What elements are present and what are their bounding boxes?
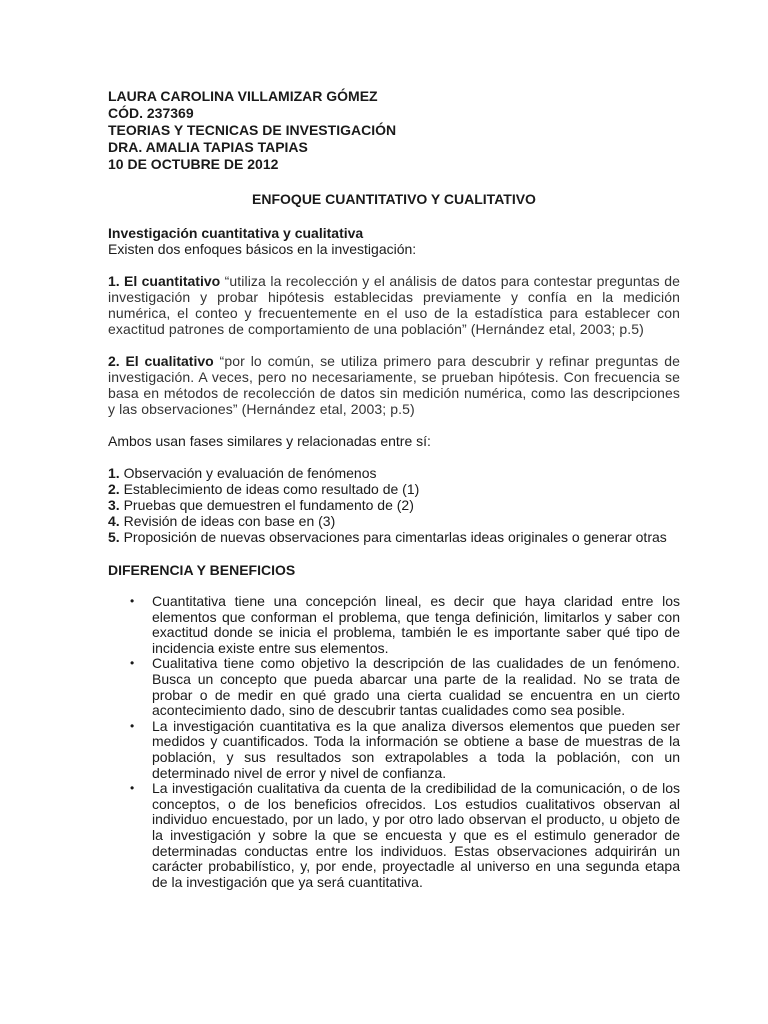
difference-item xyxy=(130,593,680,656)
intro-text: Existen dos enfoques básicos en la investigación: xyxy=(108,241,417,257)
bullet-icon: • xyxy=(130,594,135,608)
document-header xyxy=(108,88,680,173)
bullet-icon: • xyxy=(130,656,135,671)
phase-item xyxy=(108,481,680,497)
phase-number: 1. xyxy=(108,465,120,481)
phase-number: 3. xyxy=(108,497,120,513)
student-code: CÓD. 237369 xyxy=(108,105,194,121)
phase-item xyxy=(108,497,680,513)
phase-text: Pruebas que demuestren el fundamento de (2) xyxy=(119,497,414,513)
differences-list xyxy=(108,594,680,890)
phase-item xyxy=(108,529,680,545)
phase-item xyxy=(108,513,680,529)
differences-heading: DIFERENCIA Y BENEFICIOS xyxy=(108,562,296,578)
phase-number: 5. xyxy=(108,529,120,545)
approach-quote: “utiliza la recolección y el análisis de datos para contestar preguntas de investigación y probar hipótesis establecidas previamente y confía en la medición numérica, el conteo y frecuentemente en el uso de la estadística para establecer con exactitud patrones de comportamiento de una población” xyxy=(108,273,680,337)
difference-text: Cuantitativa tiene una concepción lineal, es decir que haya claridad entre los elementos que conforman el problema, que tenga definición, limitarlos y saber con exactitud donde se inicia el problema, también le es importante saber qué tipo de incidencia existe entre sus elementos. xyxy=(152,593,680,656)
approach-label: 2. El cualitativo xyxy=(108,353,214,369)
approach-citation: (Hernández etal, 2003; p.5) xyxy=(237,401,415,417)
phases-intro: Ambos usan fases similares y relacionadas entre sí: xyxy=(108,433,431,449)
document-date: 10 DE OCTUBRE DE 2012 xyxy=(108,156,279,172)
phase-text: Observación y evaluación de fenómenos xyxy=(119,465,377,481)
phase-text: Revisión de ideas con base en (3) xyxy=(119,513,336,529)
document-page xyxy=(108,88,680,890)
difference-item xyxy=(130,655,680,719)
phase-number: 2. xyxy=(108,481,120,497)
author-name: LAURA CAROLINA VILLAMIZAR GÓMEZ xyxy=(108,88,378,104)
difference-item xyxy=(130,717,680,781)
phases-list xyxy=(108,465,680,545)
approach-qualitative xyxy=(108,353,680,417)
approach-quantitative xyxy=(108,273,680,337)
intro-heading: Investigación cuantitativa y cualitativa xyxy=(108,225,364,241)
difference-text: La investigación cuantitativa es la que analiza diversos elementos que pueden ser medidos y cuantificados. Toda la información se obtiene a base de muestras de la población, y sus resultados son extrapolables a toda la población, con un determinado nivel de error y nivel de confianza. xyxy=(152,717,680,781)
approach-citation: (Hernández etal, 2003; p.5) xyxy=(466,321,644,337)
phase-text: Establecimiento de ideas como resultado de (1) xyxy=(119,481,420,497)
teacher-name: DRA. AMALIA TAPIAS TAPIAS xyxy=(108,139,308,155)
phase-text: Proposición de nuevas observaciones para cimentarlas ideas originales o generar otras xyxy=(119,529,667,545)
difference-text: Cualitativa tiene como objetivo la descripción de las cualidades de un fenómeno. Busca un concepto que pueda abarcar una parte de la realidad. No se trata de probar o de medir en qué grado una cierta cualidad se encuentra en un cierto acontecimiento dado, sino de descubrir tantas cualidades como sea posible. xyxy=(152,655,680,719)
bullet-icon: • xyxy=(130,718,135,733)
phase-number: 4. xyxy=(108,513,120,529)
bullet-icon: • xyxy=(130,781,135,796)
approach-label: 1. El cuantitativo xyxy=(108,273,221,289)
difference-text: La investigación cualitativa da cuenta de la credibilidad de la comunicación, o de los conceptos, o de los beneficios ofrecidos. Los estudios cualitativos observan al individuo encuestado, por un lado, y por otro lado observan el producto, u objeto de la investigación y sobre la que se encuesta y que es el estimulo generador de determinadas conductas entre los individuos. Estas observaciones adquirirán un carácter probabilístico, y, por ende, proyectadle al universo en una segunda etapa de la investigación que ya será cuantitativa. xyxy=(152,780,680,890)
course-name: TEORIAS Y TECNICAS DE INVESTIGACIÓN xyxy=(108,122,397,138)
approach-quote: “por lo común, se utiliza primero para descubrir y refinar preguntas de investigación. A veces, pero no necesariamente, se prueban hipótesis. Con frecuencia se basa en métodos de recolección de datos sin medición numérica, como las descripciones y las observaciones” xyxy=(108,353,680,417)
document-title: ENFOQUE CUANTITATIVO Y CUALITATIVO xyxy=(252,191,536,207)
phase-item xyxy=(108,465,680,481)
difference-item xyxy=(130,780,680,890)
